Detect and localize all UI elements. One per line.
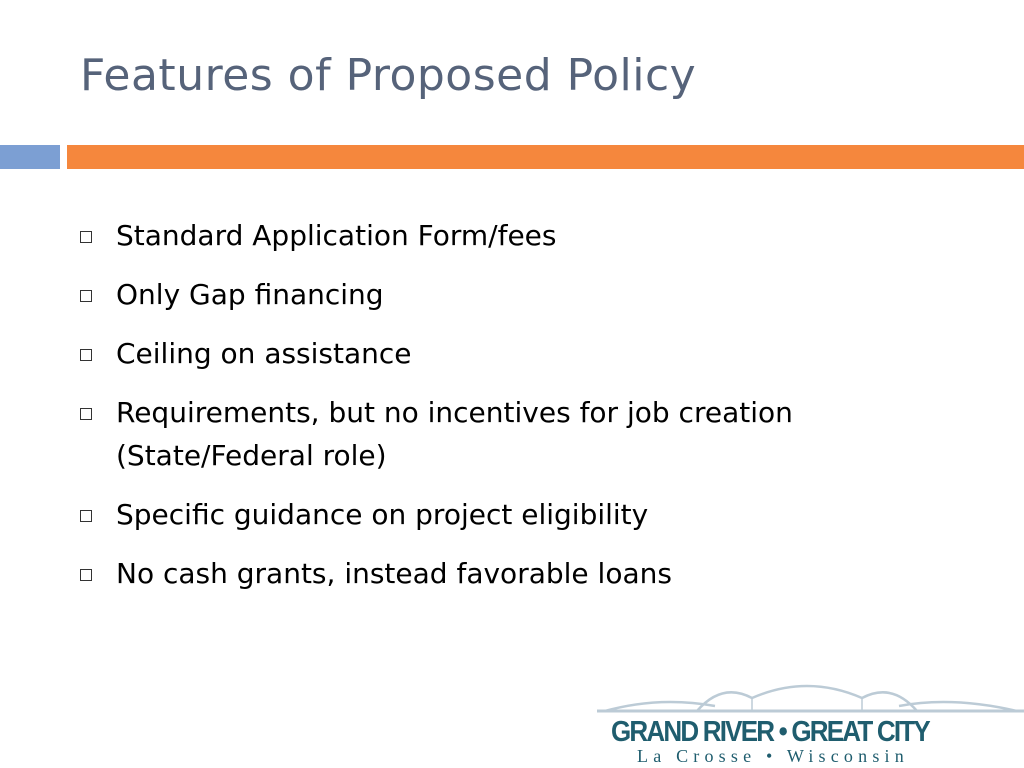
- bullet-text: Only Gap financing: [116, 278, 384, 311]
- square-bullet-icon: [80, 510, 92, 522]
- logo-tagline: La Crosse • Wisconsin: [637, 746, 909, 766]
- accent-bar-orange: [67, 145, 1024, 169]
- list-item: [80, 493, 910, 536]
- grand-river-great-city-logo: [597, 680, 1024, 768]
- list-item: [80, 214, 910, 257]
- square-bullet-icon: [80, 569, 92, 581]
- slide-title: Features of Proposed Policy: [80, 50, 697, 101]
- bullet-text: Specific guidance on project eligibility: [116, 498, 649, 531]
- list-item: [80, 273, 910, 316]
- bullet-text: Standard Application Form/fees: [116, 219, 557, 252]
- list-item: [80, 391, 910, 477]
- square-bullet-icon: [80, 231, 92, 243]
- square-bullet-icon: [80, 349, 92, 361]
- bullet-text: Ceiling on assistance: [116, 337, 412, 370]
- list-item: [80, 332, 910, 375]
- bullet-text: No cash grants, instead favorable loans: [116, 557, 672, 590]
- accent-bar-blue: [0, 145, 60, 169]
- bullet-text: Requirements, but no incentives for job creation (State/Federal role): [116, 396, 793, 472]
- square-bullet-icon: [80, 408, 92, 420]
- bullet-list: [80, 214, 910, 611]
- list-item: [80, 552, 910, 595]
- square-bullet-icon: [80, 290, 92, 302]
- logo-wordmark: GRAND RIVER • GREAT CITY: [611, 714, 929, 748]
